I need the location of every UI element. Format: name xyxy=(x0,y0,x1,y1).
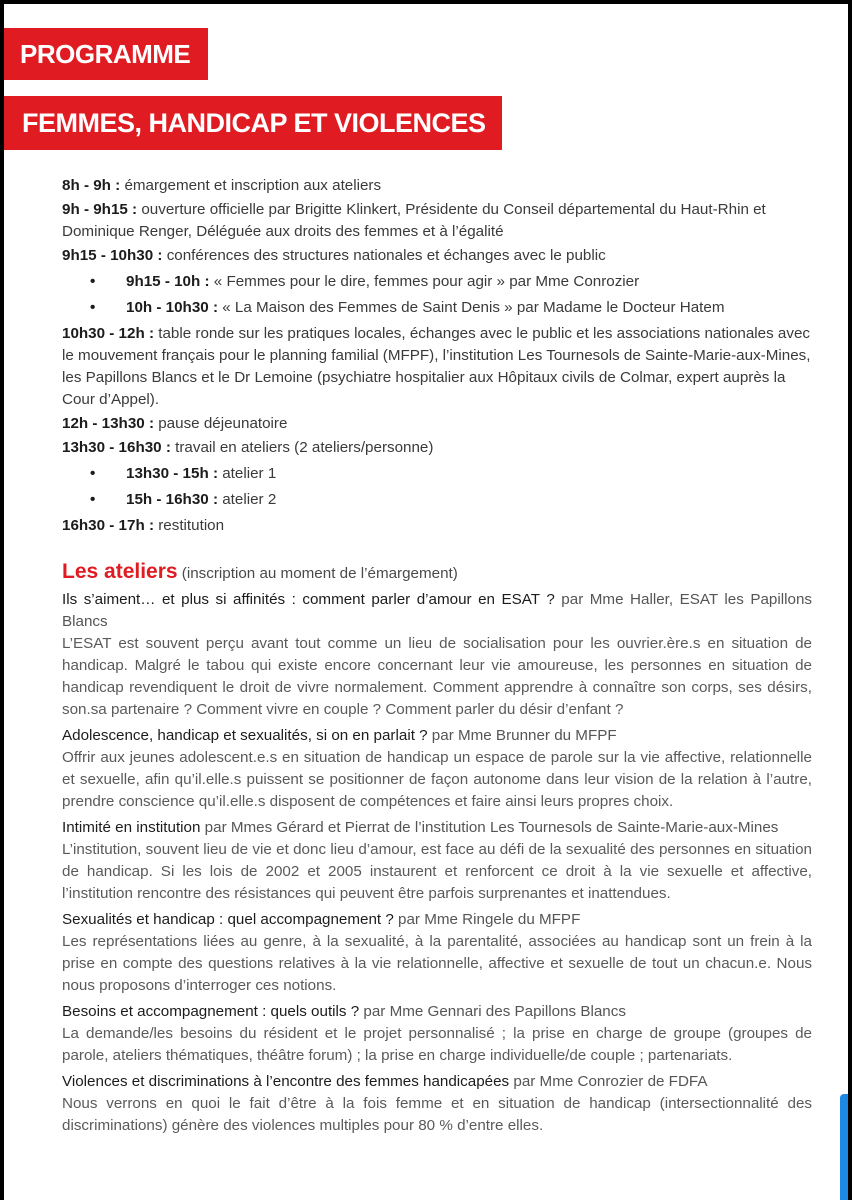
atelier-speaker: par Mmes Gérard et Pierrat de l’institution Les Tournesols de Sainte-Marie-aux-Mines xyxy=(200,819,779,836)
event-title-banner: FEMMES, HANDICAP ET VIOLENCES xyxy=(4,96,502,150)
atelier-description: L’institution, souvent lieu de vie et donc lieu d’amour, est face au défi de la sexualité des personnes en situation de handicap. Si les lois de 2002 et 2005 instaurent et renforcent ce droit à la vie sexuelle et affective, l’institution rencontre des résistances qui peuvent être parfois surprenantes et inattendues. xyxy=(62,841,812,902)
schedule-item: 10h30 - 12h : table ronde sur les pratiques locales, échanges avec le public et les associations nationales avec le mouvement français pour le planning familial (MFPF), l’institution Les Tournesols de Sainte-Marie-aux-Mines, les Papillons Blancs et le Dr Lemoine (psychiatre hospitalier aux Hôpitaux civils de Colmar, expert auprès la Cour d’Appel). xyxy=(62,325,811,408)
atelier-item xyxy=(62,589,812,721)
atelier-description: Les représentations liées au genre, à la sexualité, à la parentalité, associées au handicap sont un frein à la prise en compte des questions relatives à la vie relationnelle, affective et sexuelle de tout un chacun.e. Nous nous proposons d’interroger ces notions. xyxy=(62,933,812,994)
atelier-item xyxy=(62,817,812,905)
atelier-title: Intimité en institution xyxy=(62,819,201,836)
atelier-title: Adolescence, handicap et sexualités, si on en parlait ? xyxy=(62,727,428,744)
list-item: • 13h30 - 15h : atelier 1 xyxy=(90,465,277,482)
atelier-speaker: par Mme Conrozier de FDFA xyxy=(509,1073,708,1090)
programme-banner: PROGRAMME xyxy=(4,28,208,80)
atelier-item xyxy=(62,725,812,813)
document-page xyxy=(4,4,848,1200)
atelier-speaker: par Mme Gennari des Papillons Blancs xyxy=(359,1003,626,1020)
atelier-speaker: par Mme Ringele du MFPF xyxy=(393,911,581,928)
scroll-edge-indicator xyxy=(840,1094,848,1200)
atelier-speaker: par Mme Brunner du MFPF xyxy=(427,727,617,744)
atelier-speaker: par Mme Haller, ESAT les Papillons Blancs xyxy=(62,591,812,630)
atelier-item xyxy=(62,909,812,997)
atelier-title: Ils s’aiment… et plus si affinités : comment parler d’amour en ESAT ? xyxy=(62,591,555,608)
programme-content xyxy=(62,175,812,1137)
atelier-description: Offrir aux jeunes adolescent.e.s en situation de handicap un espace de parole sur la vie affective, relationnelle et sexuelle, afin qu’il.elle.s puissent se positionner de façon autonome dans leur vision de la relation à l’autre, prendre conscience qu’il.elle.s disposent de compétences et faire ainsi leurs propres choix. xyxy=(62,749,812,810)
atelier-item xyxy=(62,1001,812,1067)
schedule-item: 9h15 - 10h30 : conférences des structures nationales et échanges avec le public xyxy=(62,247,606,264)
schedule-item: 9h - 9h15 : ouverture officielle par Brigitte Klinkert, Présidente du Conseil départemental du Haut-Rhin et Dominique Renger, Déléguée aux droits des femmes et à l’égalité xyxy=(62,201,766,240)
atelier-title: Sexualités et handicap : quel accompagnement ? xyxy=(62,911,394,928)
schedule-item: 8h - 9h : émargement et inscription aux ateliers xyxy=(62,177,382,194)
section-note: (inscription au moment de l’émargement) xyxy=(177,565,458,582)
schedule-item: 16h30 - 17h : restitution xyxy=(62,517,225,534)
atelier-description: Nous verrons en quoi le fait d’être à la fois femme et en situation de handicap (intersectionnalité des discriminations) génère des violences multiples pour 80 % d’entre elles. xyxy=(62,1095,812,1134)
section-title: Les ateliers xyxy=(62,560,178,583)
list-item: • 15h - 16h30 : atelier 2 xyxy=(90,491,277,508)
atelier-item xyxy=(62,1071,812,1137)
atelier-description: La demande/les besoins du résident et le projet personnalisé ; la prise en charge de groupe (groupes de parole, ateliers thématiques, théâtre forum) ; la prise en charge individuelle/de couple ; partenariats. xyxy=(62,1025,812,1064)
atelier-title: Besoins et accompagnement : quels outils ? xyxy=(62,1003,360,1020)
list-item: • 10h - 10h30 : « La Maison des Femmes de Saint Denis » par Madame le Docteur Hatem xyxy=(90,299,725,316)
schedule-item: 13h30 - 16h30 : travail en ateliers (2 ateliers/personne) xyxy=(62,439,434,456)
atelier-title: Violences et discriminations à l’encontre des femmes handicapées xyxy=(62,1073,510,1090)
atelier-description: L’ESAT est souvent perçu avant tout comme un lieu de socialisation pour les ouvrier.ère.s en situation de handicap. Malgré le tabou qui existe encore concernant leur vie amoureuse, les personnes en situation de handicap revendiquent le droit de vivre normalement. Comment apprendre à connaître son corps, ses désirs, son.sa partenaire ? Comment vivre en couple ? Comment parler du désir d’enfant ? xyxy=(62,635,812,718)
conference-list xyxy=(62,271,812,319)
schedule-item: 12h - 13h30 : pause déjeunatoire xyxy=(62,415,288,432)
list-item: • 9h15 - 10h : « Femmes pour le dire, femmes pour agir » par Mme Conrozier xyxy=(90,273,640,290)
ateliers-heading xyxy=(62,561,812,585)
atelier-slot-list xyxy=(62,463,812,511)
